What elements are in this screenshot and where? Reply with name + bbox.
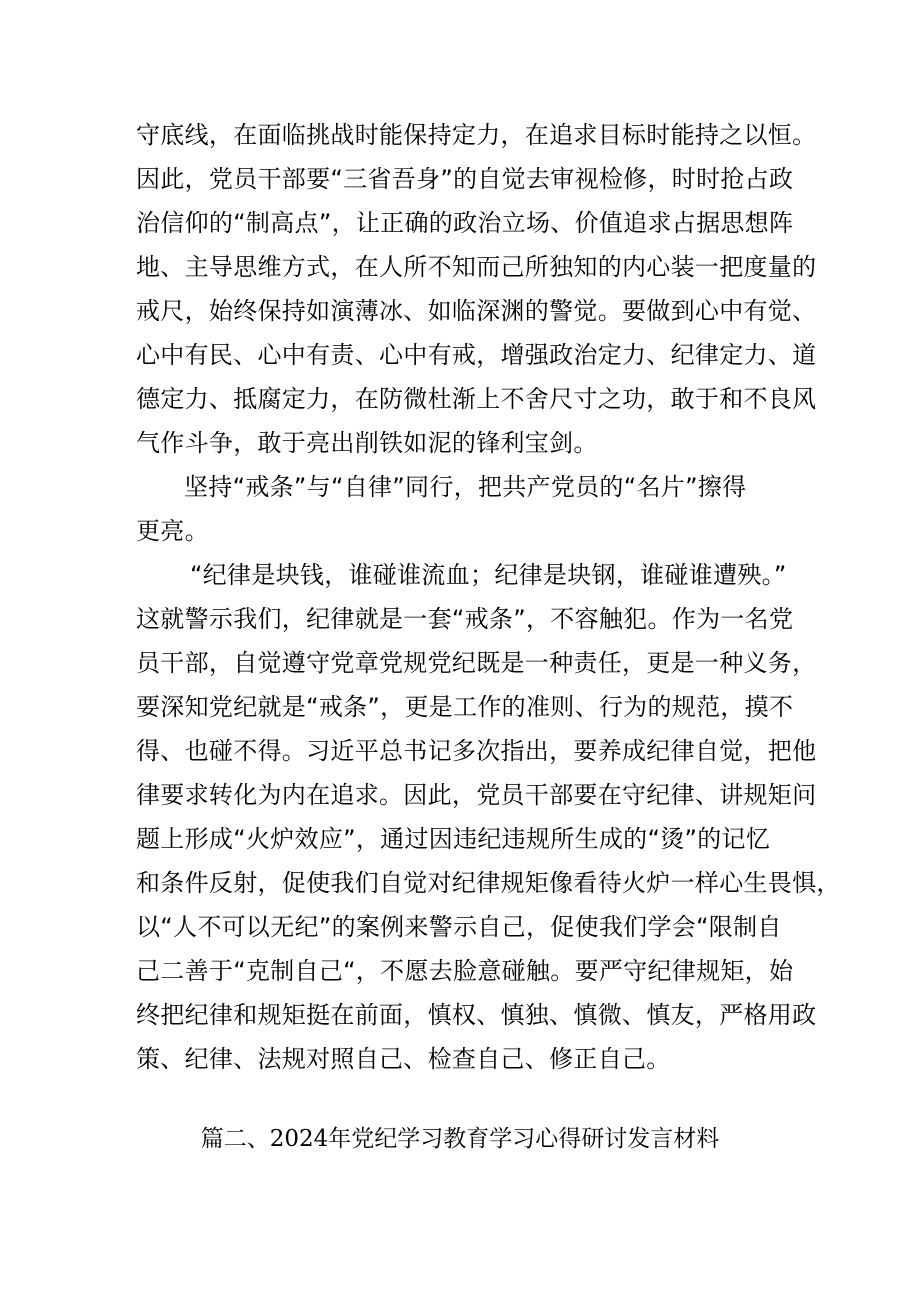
text-line: 德定力、抵腐定力，在防微杜渐上不舍尺寸之功，敢于和不良风 [136, 385, 817, 413]
text-line: 气作斗争，敢于亮出削铁如泥的锋利宝剑。 [136, 429, 598, 457]
text-line: 终把纪律和规矩挺在前面，慎权、慎独、慎微、慎友，严格用政 [136, 1001, 817, 1029]
text-line: 己二善于“克制自己“，不愿去脸意碰触。要严守纪律规矩，始 [136, 957, 794, 985]
text-line: “纪律是块钱，谁碰谁流血；纪律是块钢，谁碰谁遭殃。” [190, 561, 787, 589]
text-line: 坚持“戒条”与“自律”同行，把共产党员的“名片”擦得 [184, 473, 747, 501]
text-line: 员干部，自觉遵守党章党规党纪既是一种责任，更是一种义务， [136, 649, 817, 677]
text-line: 要深知党纪就是“戒条”，更是工作的准则、行为的规范，摸不 [136, 693, 794, 721]
section-heading: 篇二、2024年党纪学习教育学习心得研讨发言材料 [200, 1126, 720, 1152]
text-line: 这就警示我们，纪律就是一套“戒条”，不容触犯。作为一名党 [136, 605, 794, 633]
text-line: 和条件反射，促使我们自觉对纪律规矩像看待火炉一样心生畏惧， [136, 869, 841, 897]
text-line: 因此，党员干部要“三省吾身”的自觉去审视检修，时时抢占政 [136, 165, 794, 193]
text-line: 策、纪律、法规对照自己、检查自己、修正自己。 [136, 1045, 671, 1073]
text-line: 心中有民、心中有责、心中有戒，增强政治定力、纪律定力、道 [136, 341, 817, 369]
text-line: 题上形成“火炉效应”，通过因违纪违规所生成的“烫”的记忆 [136, 825, 771, 853]
text-line: 律要求转化为内在追求。因此，党员干部要在守纪律、讲规矩问 [136, 781, 817, 809]
text-line: 以“人不可以无纪”的案例来警示自己，促使我们学会“限制自 [136, 913, 782, 941]
text-line: 得、也碰不得。习近平总书记多次指出，要养成纪律自觉，把他 [136, 737, 817, 765]
text-line: 更亮。 [136, 517, 209, 545]
text-line: 地、主导思维方式，在人所不知而己所独知的内心装一把度量的 [136, 253, 817, 281]
text-line: 戒尺，始终保持如演薄冰、如临深渊的警觉。要做到心中有觉、 [136, 297, 817, 325]
text-line: 守底线，在面临挑战时能保持定力，在追求目标时能持之以恒。 [136, 121, 817, 149]
text-line: 治信仰的“制高点”，让正确的政治立场、价值追求占据思想阵 [136, 209, 794, 237]
